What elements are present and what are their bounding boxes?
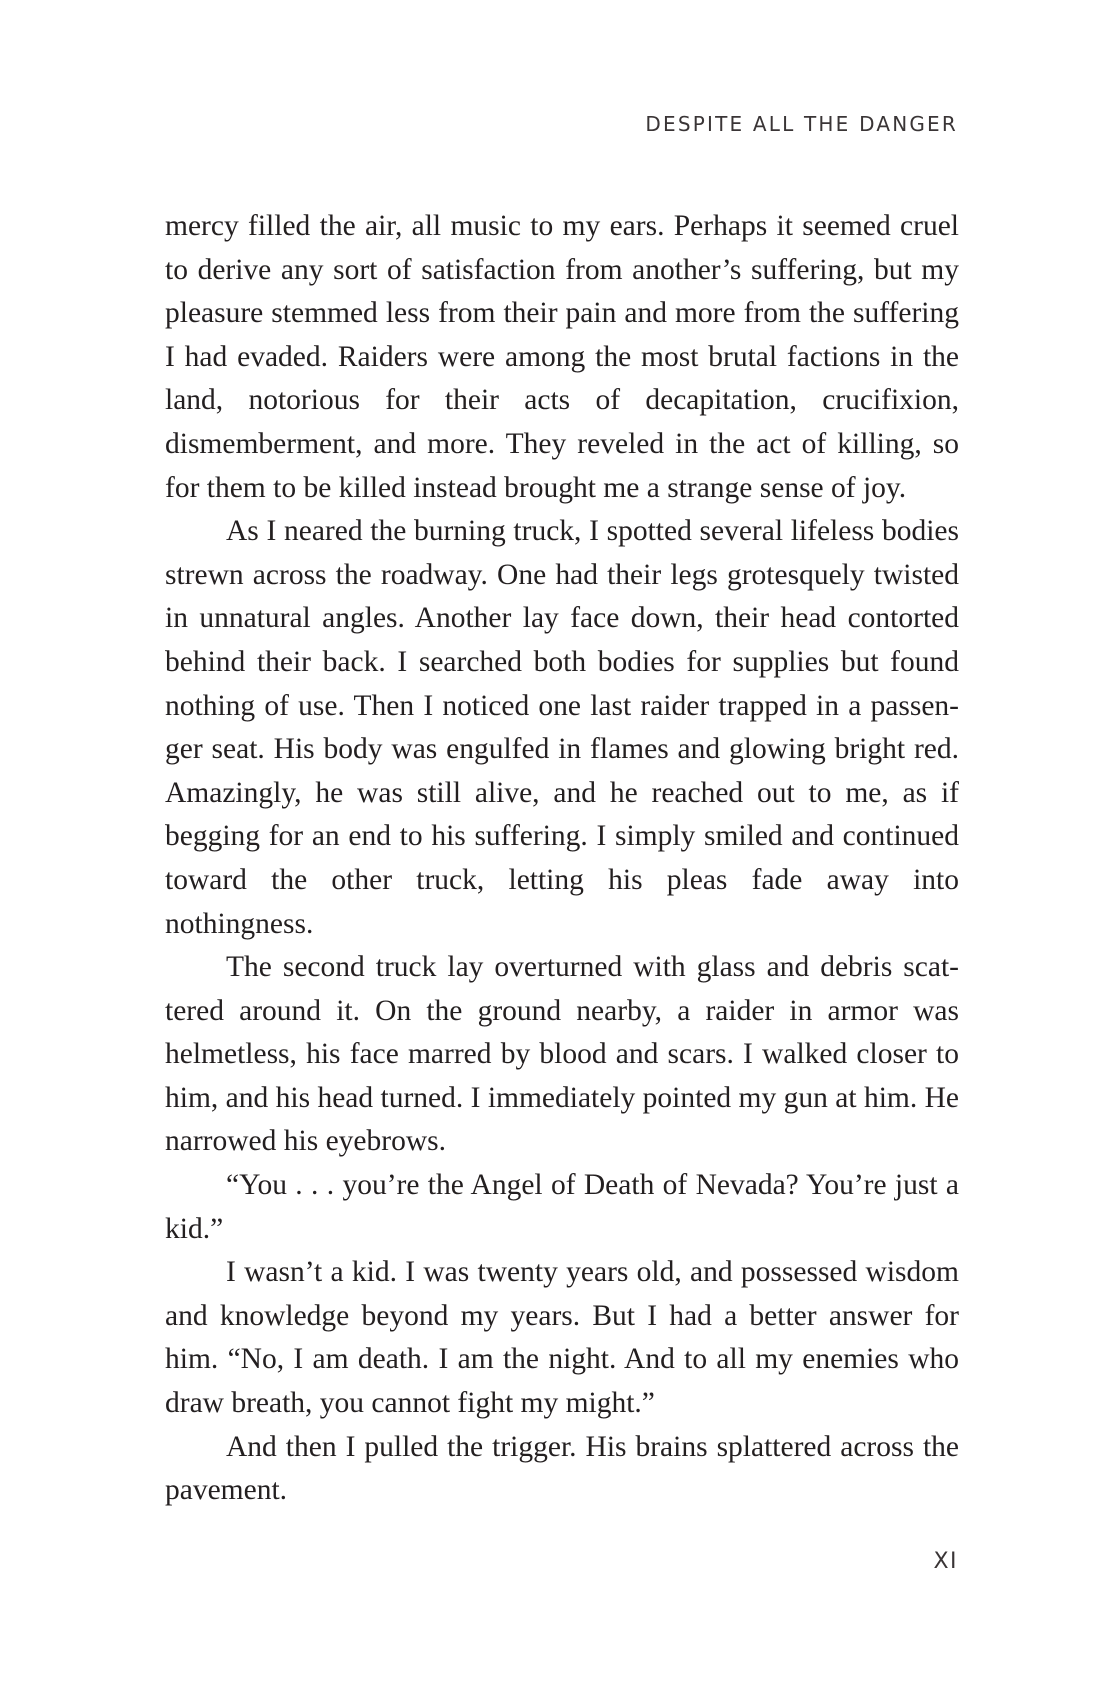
- body-text: [165, 205, 959, 1513]
- paragraph: As I neared the burning truck, I spotted several lifeless bodies strewn across the roadway. One had their legs grotesquely twisted in unnatural angles. Another lay face down, their head contorted behind their back. I searched both bodies for supplies but found nothing of use. Then I noticed one last raider trapped in a passenger seat. His body was engulfed in flames and glowing bright red. Amazingly, he was still alive, and he reached out to me, as if begging for an end to his suffering. I simply smiled and continued toward the other truck, letting his pleas fade away into nothingness.: [165, 515, 959, 940]
- page-number: XI: [933, 1549, 958, 1574]
- paragraph: The second truck lay overturned with glass and debris scattered around it. On the ground nearby, a raider in armor was helmetless, his face marred by blood and scars. I walked closer to him, and his head turned. I immediately pointed my gun at him. He narrowed his eyebrows.: [165, 951, 959, 1158]
- paragraph-continuation: mercy filled the air, all music to my ears. Perhaps it seemed cruel to derive any sort of satisfaction from another’s suffering, but my pleasure stemmed less from their pain and more from the suffering I had evaded. Raiders were among the most brutal factions in the land, notorious for their acts of decapitation, crucifixion, dismemberment, and more. They reveled in the act of killing, so for them to be killed instead brought me a strange sense of joy.: [165, 210, 959, 504]
- paragraph: And then I pulled the trigger. His brains splattered across the pavement.: [165, 1430, 959, 1507]
- paragraph: “You . . . you’re the Angel of Death of Nevada? You’re just a kid.”: [165, 1169, 959, 1245]
- running-head: DESPITE ALL THE DANGER: [645, 112, 958, 136]
- paragraph: I wasn’t a kid. I was twenty years old, and possessed wisdom and knowledge beyond my years. But I had a better answer for him. “No, I am death. I am the night. And to all my enemies who draw breath, you cannot fight my might.”: [165, 1256, 959, 1420]
